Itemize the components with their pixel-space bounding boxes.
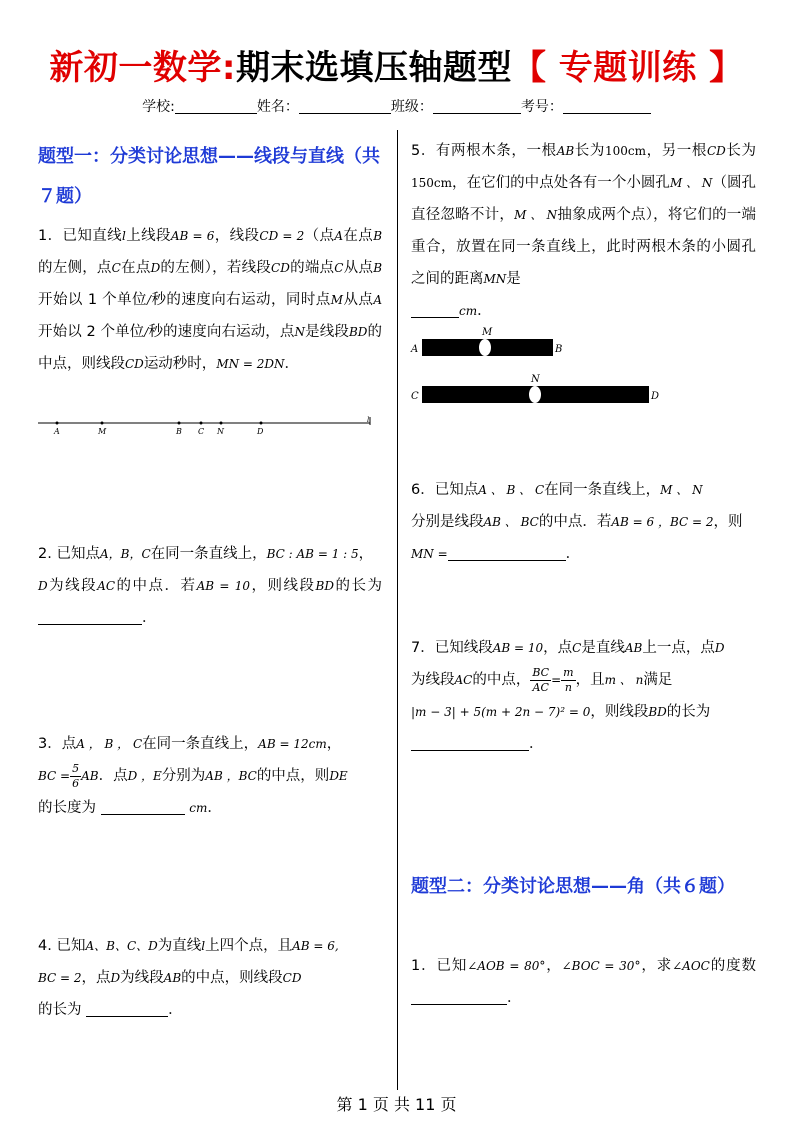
- question-3: 3．点A ， B ， C在同一条直线上，AB = 12cm， BC = $\frac{5}{6}$ AB．点D ，E分别为AB ，BC的中点，则DE 的长度为 cm．: [38, 736, 348, 816]
- label-d: D: [257, 427, 264, 436]
- class-label: 班级：: [390, 99, 433, 115]
- label-n: N: [531, 374, 540, 385]
- label-b: B: [555, 344, 563, 355]
- q5-wood-strips-figure: [408, 322, 668, 412]
- q4-answer-blank[interactable]: [86, 1002, 168, 1017]
- label-n: N: [217, 427, 224, 436]
- label-m: M: [98, 427, 107, 436]
- q2-answer-blank[interactable]: [38, 610, 142, 625]
- q6-answer-blank[interactable]: [448, 546, 566, 561]
- title-tag: 【 专题训练 】: [511, 48, 744, 88]
- fraction-m-n: $\frac{m}{n}$: [563, 665, 574, 694]
- label-c: C: [411, 391, 419, 402]
- label-a: A: [411, 344, 419, 355]
- hole-n: [529, 386, 541, 403]
- q7-answer-blank[interactable]: [411, 736, 529, 751]
- question-5: 5．有两根木条，一根AB长为100cm，另一根CD长为150cm，在它们的中点处各有一个小圆孔M 、 N（圆孔直径忽略不计，M 、 N抽象成两个点），将它们的一端重合，放置在同一条直线上，此时两根木条的小圆孔之间的距离MN是 cm．: [411, 143, 757, 319]
- point-c: [200, 422, 203, 425]
- class-blank: [433, 99, 521, 114]
- label-l: l: [367, 416, 370, 424]
- question-8: 1．已知∠AOB = 80°，∠BOC = 30°，求∠AOC的度数 ．: [411, 958, 757, 1006]
- hole-m: [479, 339, 491, 356]
- q1-number-line-figure: [36, 410, 376, 440]
- label-c: C: [198, 427, 205, 436]
- document-title: [0, 40, 793, 89]
- label-d: D: [651, 391, 660, 402]
- label-m: M: [482, 327, 493, 338]
- point-m: [101, 422, 104, 425]
- section-2-heading: 题型二：分类讨论思想——角（共６题）: [411, 876, 735, 897]
- q8-answer-blank[interactable]: [411, 990, 507, 1005]
- question-2: 2. 已知点A，B，C在同一条直线上，BC : AB = 1 : 5， D为线段AC的中点．若AB = 10，则线段BD的长为 ．: [38, 546, 383, 626]
- question-1: 1．已知直线l上线段AB = 6，线段CD = 2（点A在点B的左侧，点C在点D的左侧），若线段CD的端点C从点B开始以 1 个单位/秒的速度向右运动，同时点M从点A开始以 2 个单位/秒的速度向右运动，点N是线段BD的中点，则线段CD运动秒时，MN = 2DN．: [38, 228, 383, 372]
- title-red: 新初一数学:: [49, 48, 236, 88]
- column-divider: [397, 130, 398, 1090]
- q5-answer-blank[interactable]: [411, 303, 459, 318]
- student-info-line: [0, 96, 793, 116]
- name-label: 姓名：: [256, 99, 299, 115]
- point-d: [260, 422, 263, 425]
- fraction-bc-ac: $\frac{BC}{AC}$: [532, 665, 550, 694]
- q3-answer-blank[interactable]: [101, 800, 185, 815]
- school-label: 学校:: [142, 99, 175, 115]
- label-b: B: [176, 427, 182, 436]
- question-7: 7．已知线段AB = 10，点C是直线AB上一点，点D 为线段AC的中点， $\frac{BC}{AC}$ = $\frac{m}{n}$ ，且m 、 n满足 |m − 3| + 5(m + 2n − 7)² = 0，则线段BD的长为 ．: [411, 640, 725, 752]
- page-footer: 第 1 页 共 11 页: [336, 1095, 457, 1114]
- name-blank: [299, 99, 391, 114]
- exam-no-label: 考号：: [520, 99, 563, 115]
- question-6: 6．已知点A 、 B 、 C在同一条直线上，M 、 N 分别是线段AB 、 BC的中点．若AB = 6 ，BC = 2，则 MN = ．: [411, 482, 743, 562]
- point-a: [56, 422, 59, 425]
- label-a: A: [54, 427, 60, 436]
- title-black: 期末选填压轴题型: [235, 48, 512, 88]
- question-4: 4. 已知A、B、C、D为直线l上四个点，且AB = 6, BC = 2，点D为线段AB的中点，则线段CD 的长为 ．: [38, 938, 339, 1018]
- fraction-5-6: $\frac{5}{6}$: [72, 761, 80, 790]
- section-1-heading: 题型一：分类讨论思想——线段与直线（共７题）: [38, 146, 380, 207]
- point-b: [178, 422, 181, 425]
- exam-no-blank: [563, 99, 651, 114]
- school-blank: [175, 99, 257, 114]
- point-n: [220, 422, 223, 425]
